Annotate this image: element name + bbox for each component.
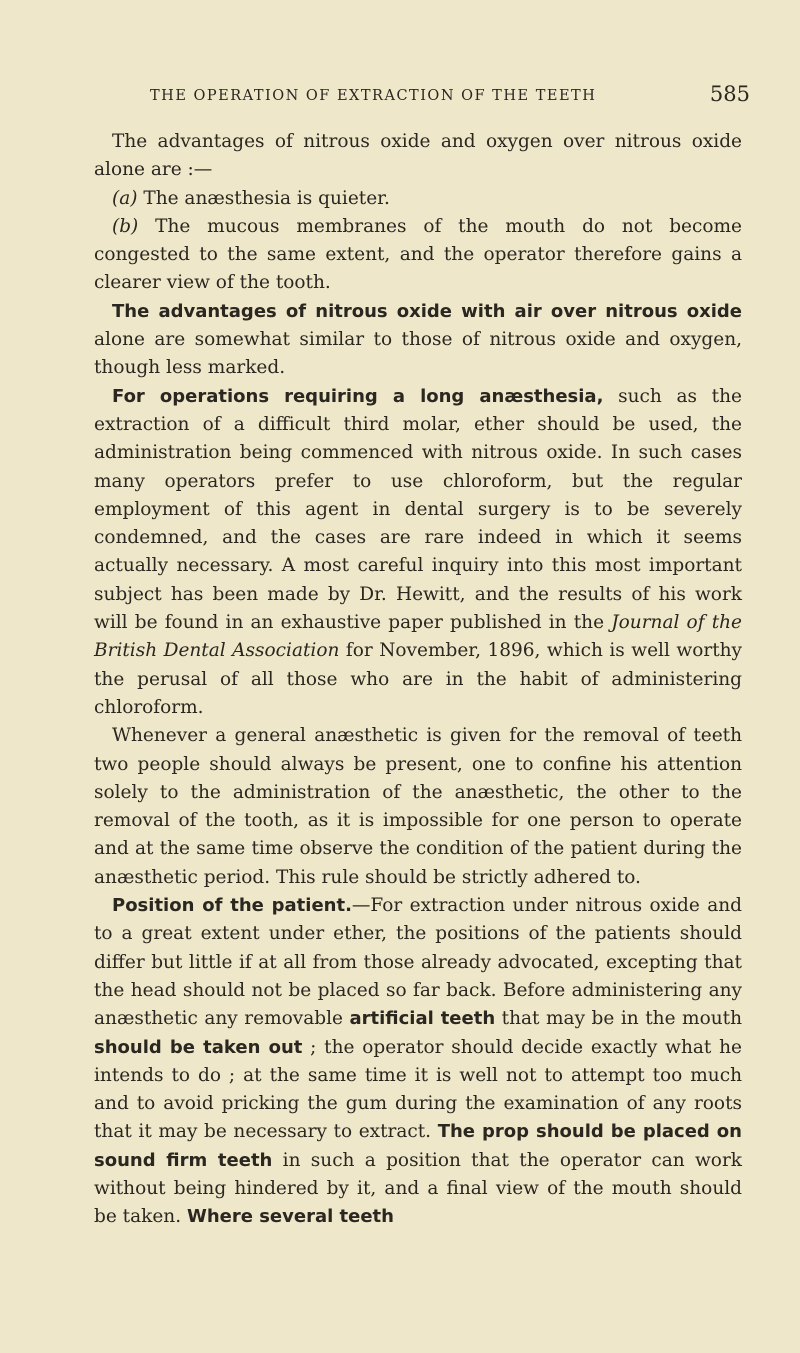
list-text-a: The anæsthesia is quieter. xyxy=(137,187,390,209)
list-item-a xyxy=(94,185,742,213)
running-title: THE OPERATION OF EXTRACTION OF THE TEETH xyxy=(150,88,597,104)
paragraph-long-text-1: such as the extraction of a difficult third molar, ether should be used, the administration being commenced with nitrous oxide. In such cases many operators prefer to use chloroform, but the regular employment of this agent in dental surgery is to be severely condemned, and the cases are rare indeed in which it seems actually necessary. A most careful inquiry into this most important subject has been made by Dr. Hewitt, and the results of his work will be found in an exhaustive paper published in the xyxy=(94,385,742,634)
paragraph-air-text: alone are somewhat similar to those of nitrous oxide and oxygen, though less marked. xyxy=(94,329,742,379)
position-text-1: —For extraction under nitrous oxide and to a great extent under ether, the positions of the patients should differ but little if at all from those already advocated, excepting that the head should not be placed so far back. Before administering any anæsthetic any removable xyxy=(94,895,742,1030)
bold-heading-position: Position of the patient. xyxy=(112,895,352,917)
list-item-b xyxy=(94,213,742,298)
bold-heading-long-anaesthesia: For operations requiring a long anæsthesia, xyxy=(112,385,604,407)
bold-taken-out: should be taken out xyxy=(94,1036,303,1058)
paragraph-position xyxy=(94,892,742,1232)
list-label-a: (a) xyxy=(112,187,138,209)
paragraph-two-people: Whenever a general anæsthetic is given for the removal of teeth two people should always be present, one to confine his attention solely to the administration of the anæsthetic, the other to the removal of the tooth, as it is impossible for one person to operate and at the same time observe the condition of the patient during the anæsthetic period. This rule should be strictly adhered to. xyxy=(94,725,742,888)
paragraph-long-text-2: for November, 1896, which is well worthy the perusal of all those who are in the habit of administering chloroform. xyxy=(94,640,742,718)
bold-artificial-teeth: artificial teeth xyxy=(349,1008,496,1030)
position-text-2: that may be in the mouth xyxy=(495,1008,742,1030)
journal-title: Journal of the British Dental Association xyxy=(94,612,743,662)
bold-several-teeth: Where several teeth xyxy=(186,1206,394,1228)
paragraph-advantages-air xyxy=(94,298,742,383)
position-text-3: ; the operator should decide exactly what he intends to do ; at the same time it is well not to attempt too much and to avoid pricking the gum during the examination of any roots that it may be necessary to extract. xyxy=(94,1036,743,1143)
list-text-b: The mucous membranes of the mouth do not become congested to the same extent, and the operator therefore gains a clearer view of the tooth. xyxy=(94,215,742,294)
paragraph-advantages-oxygen: The advantages of nitrous oxide and oxygen over nitrous oxide alone are :— xyxy=(94,131,742,181)
bold-heading-air: The advantages of nitrous oxide with air over nitrous oxide xyxy=(112,300,742,322)
page-body xyxy=(94,128,742,1232)
bold-prop: The prop should be placed on sound firm teeth xyxy=(94,1121,742,1171)
position-text-4: in such a position that the operator can work without being hindered by it, and a final view of the mouth should be taken. xyxy=(94,1149,742,1228)
list-label-b: (b) xyxy=(112,215,139,237)
running-header xyxy=(150,82,750,106)
paragraph-long-anaesthesia xyxy=(94,383,742,723)
page-number: 585 xyxy=(709,82,750,106)
